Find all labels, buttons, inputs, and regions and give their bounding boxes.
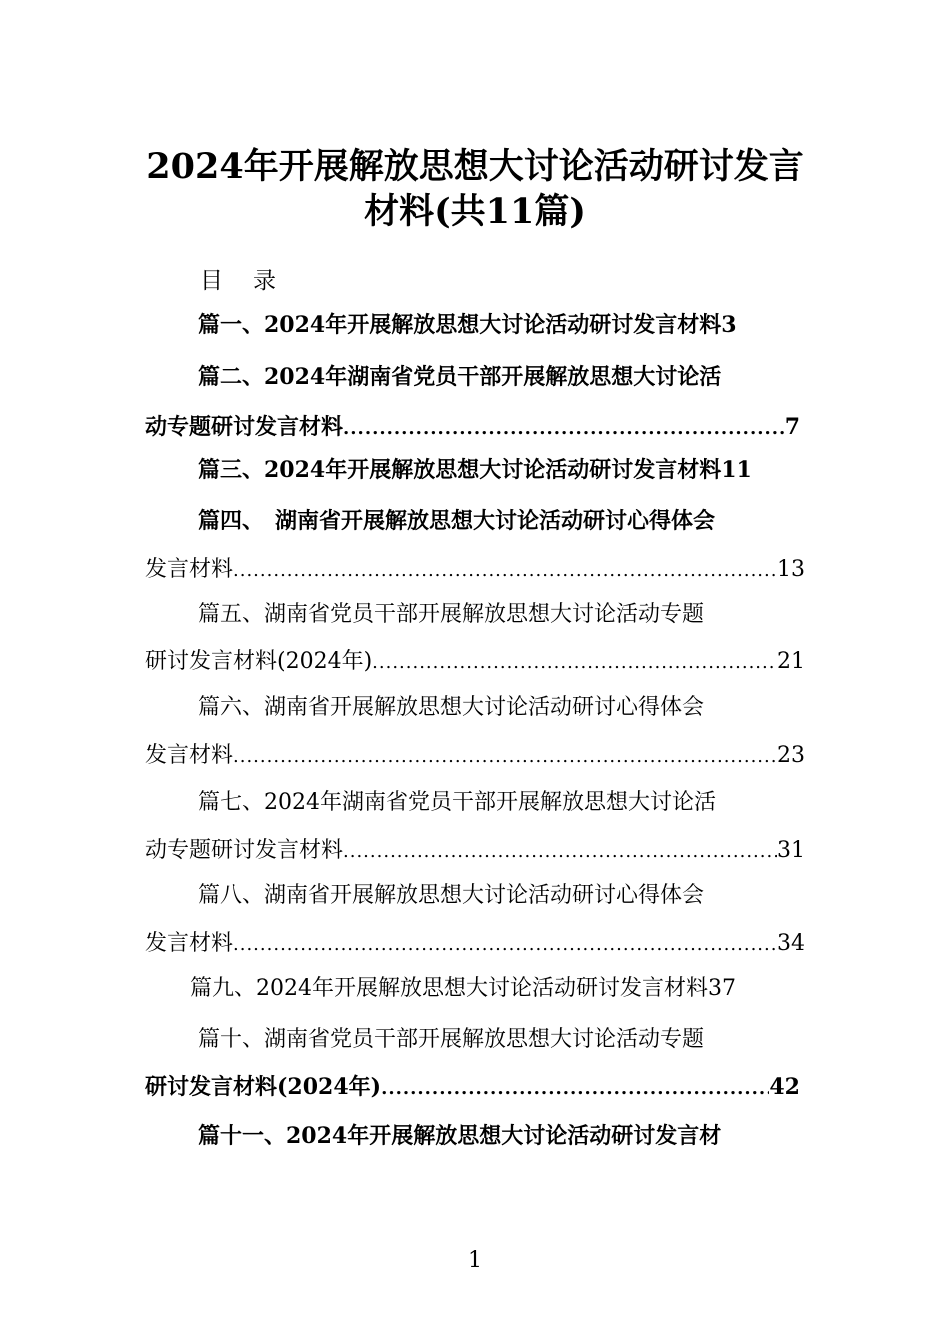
document-title-line-2: 材料(共11篇): [364, 191, 586, 232]
toc-entry-10-line-2[interactable]: [145, 1071, 800, 1105]
toc-entry-6-page: 23: [777, 743, 805, 768]
toc-entry-7-title: 动专题研讨发言材料: [145, 838, 344, 863]
toc-entry-7-page: 31: [777, 838, 805, 863]
toc-entry-6-title: 发言材料: [145, 743, 234, 768]
toc-entry-7-line-1[interactable]: 篇七、2024年湖南省党员干部开展解放思想大讨论活: [198, 790, 716, 815]
toc-entry-10-page: 42: [769, 1074, 800, 1100]
toc-entry-6-line-1[interactable]: 篇六、湖南省开展解放思想大讨论活动研讨心得体会: [198, 695, 705, 720]
toc-entry-4-page: 13: [777, 557, 805, 582]
toc-entry-6-line-2[interactable]: [145, 740, 805, 773]
toc-leader-dots: [343, 836, 777, 868]
toc-leader-dots: [233, 555, 777, 587]
toc-entry-5-title: 研讨发言材料(2024年): [145, 649, 373, 674]
toc-entry-4-title: 发言材料: [145, 557, 234, 582]
toc-leader-dots: [381, 1073, 769, 1105]
toc-leader-dots: [233, 929, 777, 961]
toc-leader-dots: [372, 647, 777, 679]
page-number: 1: [468, 1248, 482, 1273]
toc-entry-10-title: 研讨发言材料(2024年): [145, 1074, 382, 1100]
toc-entry-2-page: 7: [784, 414, 800, 440]
toc-entry-8-title: 发言材料: [145, 931, 234, 956]
toc-entry-8-line-2[interactable]: [145, 928, 805, 961]
toc-entry-5-page: 21: [777, 649, 805, 674]
toc-entry-2-title: 动专题研讨发言材料: [145, 414, 344, 440]
document-title-line-1: 2024年开展解放思想大讨论活动研讨发言: [146, 146, 804, 187]
toc-entry-8-page: 34: [777, 931, 805, 956]
toc-entry-5-line-2[interactable]: [145, 646, 805, 679]
toc-entry-1[interactable]: 篇一、2024年开展解放思想大讨论活动研讨发言材料3: [198, 312, 737, 338]
toc-entry-2-line-2[interactable]: [145, 411, 800, 445]
toc-entry-3[interactable]: 篇三、2024年开展解放思想大讨论活动研讨发言材料11: [198, 457, 752, 483]
toc-entry-11-line-1[interactable]: 篇十一、2024年开展解放思想大讨论活动研讨发言材: [198, 1123, 722, 1149]
toc-entry-5-line-1[interactable]: 篇五、湖南省党员干部开展解放思想大讨论活动专题: [198, 602, 705, 627]
toc-entry-7-line-2[interactable]: [145, 835, 805, 868]
toc-entry-4-line-1[interactable]: 篇四、 湖南省开展解放思想大讨论活动研讨心得体会: [198, 508, 716, 534]
toc-heading: 目录: [200, 268, 306, 294]
toc-entry-9[interactable]: 篇九、2024年开展解放思想大讨论活动研讨发言材料37: [190, 976, 736, 1001]
toc-entry-8-line-1[interactable]: 篇八、湖南省开展解放思想大讨论活动研讨心得体会: [198, 883, 705, 908]
toc-entry-4-line-2[interactable]: [145, 554, 805, 587]
toc-leader-dots: [233, 741, 777, 773]
toc-entry-2-line-1[interactable]: 篇二、2024年湖南省党员干部开展解放思想大讨论活: [198, 364, 722, 390]
toc-entry-10-line-1[interactable]: 篇十、湖南省党员干部开展解放思想大讨论活动专题: [198, 1027, 705, 1052]
toc-leader-dots: [343, 413, 785, 445]
